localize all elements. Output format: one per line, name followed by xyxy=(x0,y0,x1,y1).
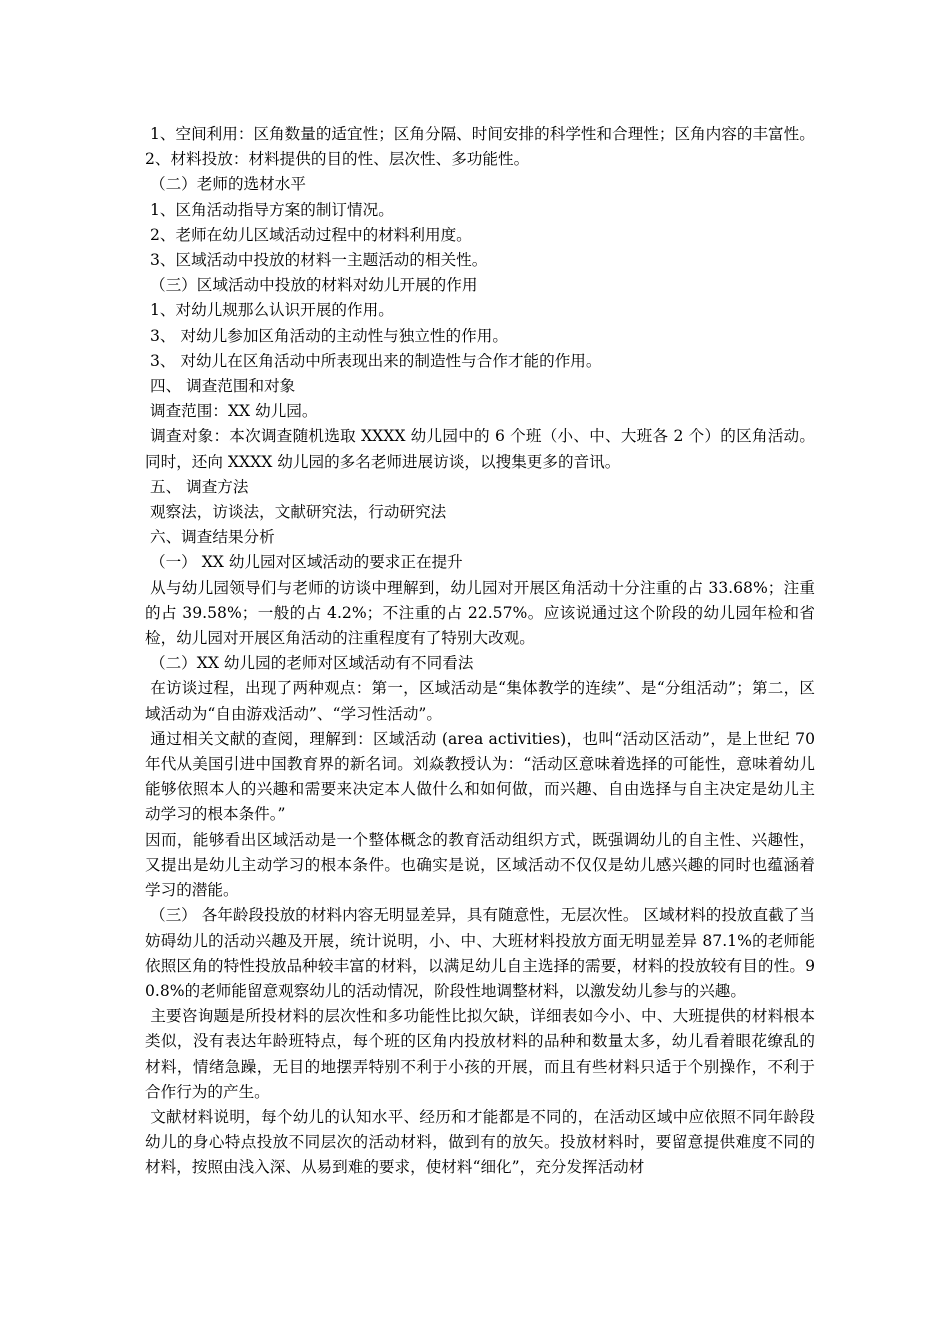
section-heading: 四、 调查范围和对象 xyxy=(145,377,296,396)
paragraph: 调查对象：本次调查随机选取 XXXX 幼儿园中的 6 个班（小、中、大班各 2 个）的区角活动。同时，还向 XXXX 幼儿园的多名老师进展访谈，以搜集更多的音讯。 xyxy=(145,427,815,471)
paragraph: 文献材料说明，每个幼儿的认知水平、经历和才能都是不同的，在活动区域中应依照不同年龄段幼儿的身心特点投放不同层次的活动材料，做到有的放矢。投放材料时，要留意提供难度不同的材料，按照由浅入深、从易到难的要求，使材料“细化”，充分发挥活动材 xyxy=(145,1107,815,1177)
paragraph: 3、 对幼儿在区角活动中所表现出来的制造性与合作才能的作用。 xyxy=(145,351,602,370)
paragraph: 1、对幼儿规那么认识开展的作用。 xyxy=(145,301,394,320)
paragraph: 因而，能够看出区域活动是一个整体概念的教育活动组织方式，既强调幼儿的自主性、兴趣性，又提出是幼儿主动学习的根本条件。也确实是说，区域活动不仅仅是幼儿感兴趣的同时也蕴涵着学习的潜能。 xyxy=(145,830,815,900)
paragraph: （三） 各年龄段投放的材料内容无明显差异，具有随意性，无层次性。 区域材料的投放直截了当妨碍幼儿的活动兴趣及开展，统计说明，小、中、大班材料投放方面无明显差异 87.1%的老师能依照区角的特性投放品种较丰富的材料，以满足幼儿自主选择的需要，材料的投放较有目的性。90.8%的老师能留意观察幼儿的活动情况，阶段性地调整材料，以激发幼儿参与的兴趣。 xyxy=(145,906,815,1000)
paragraph: 在访谈过程，出现了两种观点：第一，区域活动是“集体教学的连续”、是“分组活动”；第二，区域活动为“自由游戏活动”、“学习性活动”。 xyxy=(145,679,815,723)
paragraph: 2、老师在幼儿区域活动过程中的材料利用度。 xyxy=(145,225,472,244)
section-heading: （三）区域活动中投放的材料对幼儿开展的作用 xyxy=(145,276,478,295)
paragraph: 3、 对幼儿参加区角活动的主动性与独立性的作用。 xyxy=(145,326,508,345)
paragraph: 3、区域活动中投放的材料一主题活动的相关性。 xyxy=(145,251,488,270)
paragraph: 2、材料投放：材料提供的目的性、层次性、多功能性。 xyxy=(145,150,530,169)
paragraph: 通过相关文献的查阅，理解到：区域活动 (area activities)，也叫“活动区活动”，是上世纪 70 年代从美国引进中国教育界的新名词。刘焱教授认为：“活动区意味着选择的可能性，意味着幼儿能够依照本人的兴趣和需要来决定本人做什么和如何做，而兴趣、自由选择与自主决定是幼儿主动学习的根本条件。” xyxy=(145,729,820,824)
paragraph: 调查范围：XX 幼儿园。 xyxy=(145,402,318,421)
paragraph: 1、区角活动指导方案的制订情况。 xyxy=(145,200,394,219)
paragraph: 主要咨询题是所投材料的层次性和多功能性比拟欠缺，详细表如今小、中、大班提供的材料根本类似，没有表达年龄班特点，每个班的区角内投放材料的品种和数量太多，幼儿看着眼花缭乱的材料，情绪急躁，无目的地摆弄特别不利于小孩的开展，而且有些材料只适于个别操作，不利于合作行为的产生。 xyxy=(145,1007,815,1101)
section-heading: （二）XX 幼儿园的老师对区域活动有不同看法 xyxy=(145,654,474,673)
paragraph: 从与幼儿园领导们与老师的访谈中理解到，幼儿园对开展区角活动十分注重的占 33.68%；注重的占 39.58%；一般的占 4.2%；不注重的占 22.57%。应该说通过这个阶段的幼儿园年检和省检，幼儿园对开展区角活动的注重程度有了特别大改观。 xyxy=(145,578,815,648)
section-heading: 五、 调查方法 xyxy=(145,477,249,496)
document-page xyxy=(145,122,820,1181)
section-heading: （二）老师的选材水平 xyxy=(145,175,306,194)
paragraph: 1、空间利用：区角数量的适宜性；区角分隔、时间安排的科学性和合理性；区角内容的丰富性。 xyxy=(145,125,815,143)
paragraph: 观察法，访谈法，文献研究法，行动研究法 xyxy=(145,503,447,522)
section-heading: （一） XX 幼儿园对区域活动的要求正在提升 xyxy=(145,553,463,572)
section-heading: 六、调查结果分析 xyxy=(145,528,275,547)
